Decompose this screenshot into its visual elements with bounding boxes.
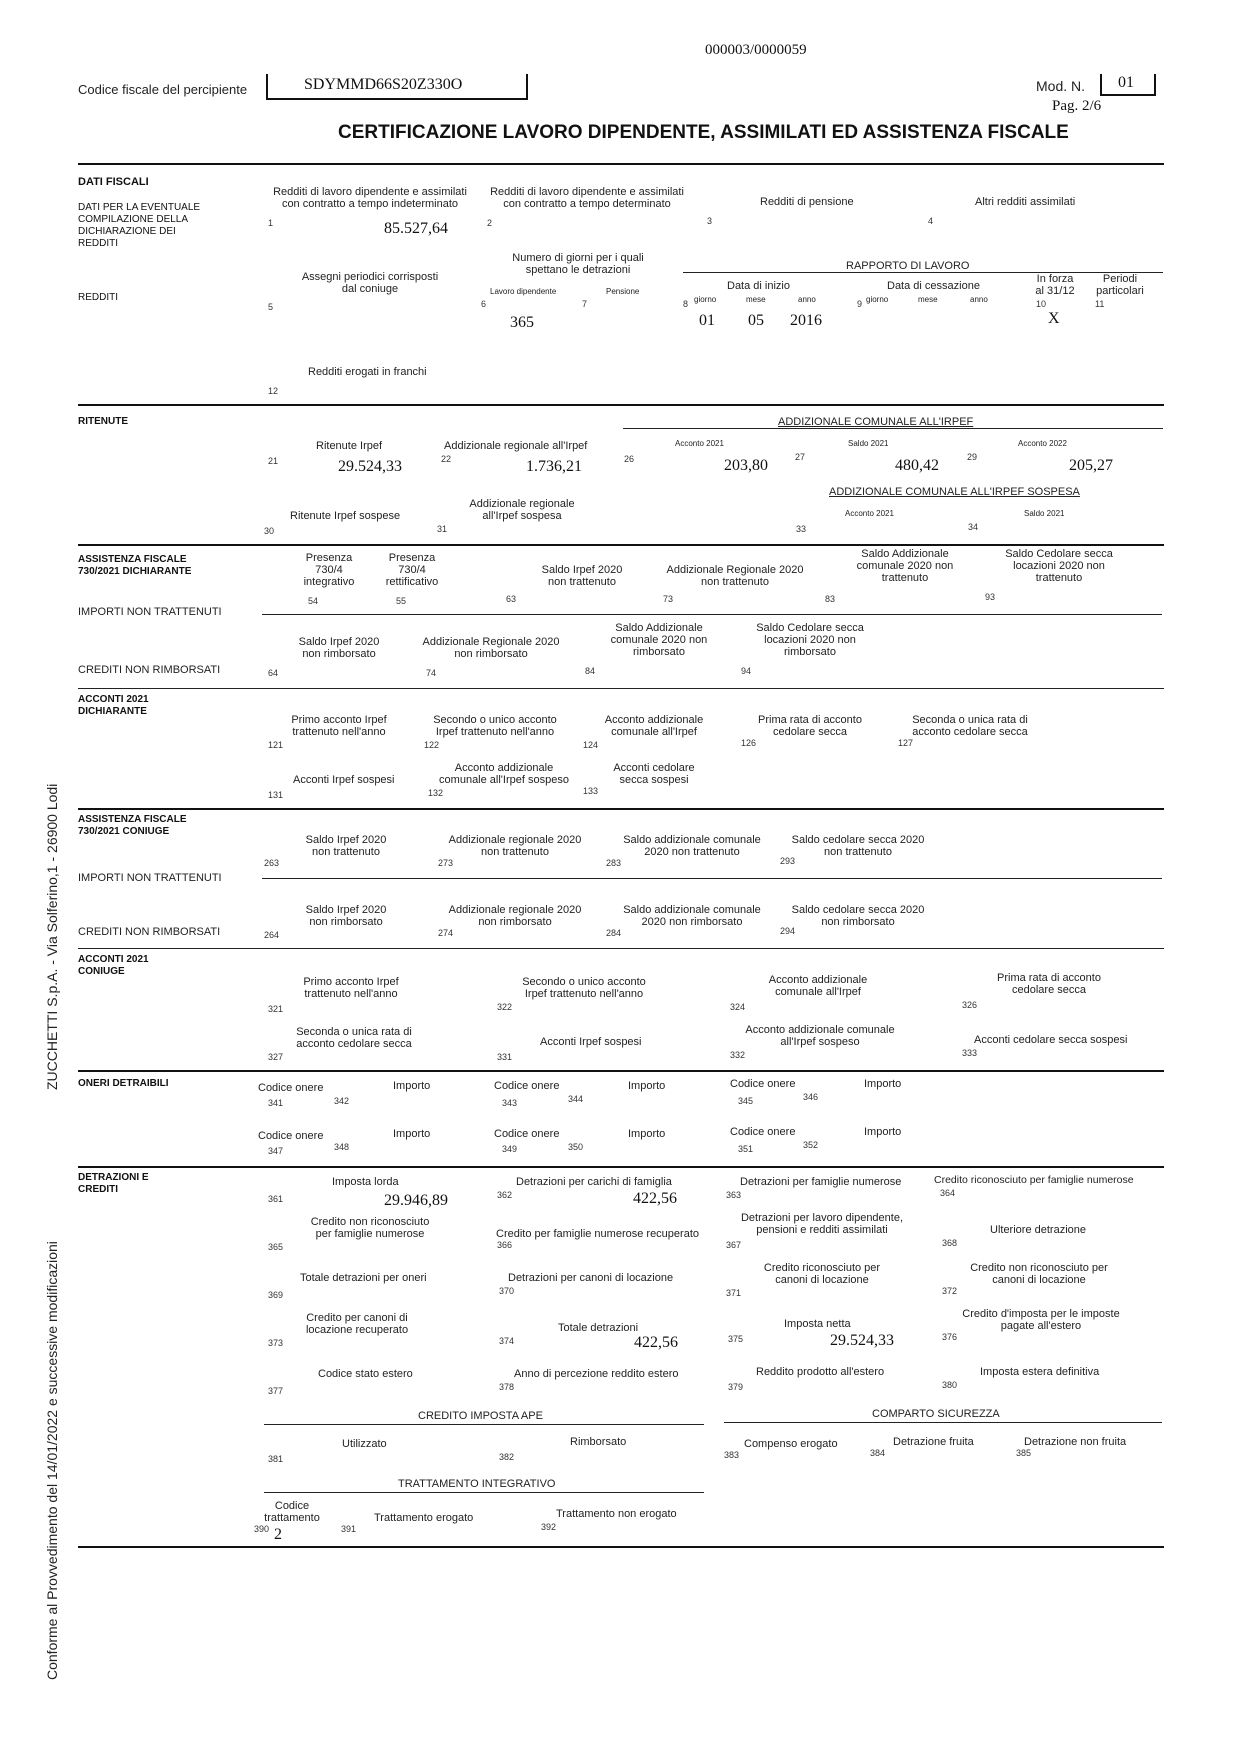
field-284-number: 284 (606, 928, 622, 938)
field-374-number: 374 (499, 1336, 515, 1346)
field-3-number: 3 (707, 216, 713, 226)
field-63-number: 63 (506, 594, 517, 604)
field-293-label: Saldo cedolare secca 2020 non trattenuto (791, 834, 925, 858)
field-369-number: 369 (268, 1290, 284, 1300)
field-372-number: 372 (942, 1286, 958, 1296)
field-391-label: Trattamento erogato (374, 1512, 474, 1524)
field-12-number: 12 (268, 386, 279, 396)
field-12-label: Redditi erogati in franchi (308, 366, 427, 378)
field-367-label: Detrazioni per lavoro dipendente, pensioni e redditi assimilati (740, 1212, 904, 1236)
field-22-value: 1.736,21 (526, 458, 582, 475)
rapporto-title: RAPPORTO DI LAVORO (846, 260, 970, 272)
field-366-label: Credito per famiglie numerose recuperato (496, 1228, 699, 1240)
field-364-label: Credito riconosciuto per famiglie numerose (934, 1174, 1134, 1186)
field-375-number: 375 (728, 1334, 744, 1344)
cf-value: SDYMMD66S20Z330O (304, 76, 463, 93)
field-83-number: 83 (825, 594, 836, 604)
field-331-number: 331 (497, 1052, 513, 1062)
sospesa-saldo-2021: Saldo 2021 (1024, 509, 1065, 518)
field-324-number: 324 (730, 1002, 746, 1012)
field-350-number: 350 (568, 1142, 584, 1152)
field-7-number: 7 (582, 299, 588, 309)
field-63-label: Saldo Irpef 2020 non trattenuto (541, 564, 623, 588)
ape-title: CREDITO IMPOSTA APE (418, 1410, 543, 1422)
field-365-label: Credito non riconosciuto per famiglie numerose (310, 1216, 430, 1240)
field-264-label: Saldo Irpef 2020 non rimborsato (305, 904, 387, 928)
field-263-label: Saldo Irpef 2020 non trattenuto (305, 834, 387, 858)
field-30-label: Ritenute Irpef sospese (290, 510, 401, 522)
section-oneri: ONERI DETRAIBILI (78, 1078, 169, 1089)
field-377-number: 377 (268, 1386, 284, 1396)
oneri-codice-1: Codice onere (258, 1082, 324, 1094)
field-273-label: Addizionale regionale 2020 non trattenuto (448, 834, 582, 858)
field-382-label: Rimborsato (570, 1436, 627, 1448)
importi-non-trattenuti-con: IMPORTI NON TRATTENUTI (78, 872, 222, 884)
field-5-number: 5 (268, 302, 274, 312)
mod-value: 01 (1118, 74, 1134, 91)
field-7-label: Pensione (606, 287, 640, 296)
field-374-value: 422,56 (634, 1334, 678, 1351)
field-321-label: Primo acconto Irpef trattenuto nell'anno (303, 976, 399, 1000)
field-380-number: 380 (942, 1380, 958, 1390)
rule-ape (264, 1424, 704, 1425)
field-274-number: 274 (438, 928, 454, 938)
field-11-number: 11 (1095, 299, 1105, 309)
field-379-number: 379 (728, 1382, 744, 1392)
field-349-number: 349 (502, 1144, 518, 1154)
field-10-label: In forza al 31/12 (1035, 273, 1075, 297)
field-74-number: 74 (426, 668, 437, 678)
field-73-label: Addizionale Regionale 2020 non trattenuto (666, 564, 804, 588)
field-94-number: 94 (741, 666, 752, 676)
field-333-label: Acconti cedolare secca sospesi (974, 1034, 1128, 1046)
field-74-label: Addizionale Regionale 2020 non rimborsato (422, 636, 560, 660)
field-368-label: Ulteriore detrazione (990, 1224, 1086, 1236)
field-326-number: 326 (962, 1000, 978, 1010)
field-294-label: Saldo cedolare secca 2020 non rimborsato (791, 904, 925, 928)
cf-label: Codice fiscale del percipiente (78, 82, 248, 97)
field-3-label: Redditi di pensione (760, 196, 854, 208)
field-121-label: Primo acconto Irpef trattenuto nell'anno (291, 714, 387, 738)
side-note-right: ZUCCHETTI S.p.A. - Via Solferino,1 - 26900 Lodi (44, 783, 60, 1090)
protocol-number: 000003/0000059 (705, 42, 807, 58)
field-93-label: Saldo Cedolare secca locazioni 2020 non trattenuto (1005, 548, 1113, 584)
comunale-sospesa-title: ADDIZIONALE COMUNALE ALL'IRPEF SOSPESA (829, 486, 1080, 498)
field-371-number: 371 (726, 1288, 742, 1298)
field-362-value: 422,56 (633, 1190, 677, 1207)
field-93-number: 93 (985, 592, 996, 602)
cessazione-mese: mese (918, 295, 938, 304)
field-361-label: Imposta lorda (332, 1176, 399, 1188)
field-126-label: Prima rata di acconto cedolare secca (758, 714, 862, 738)
field-327-label: Seconda o unica rata di acconto cedolare secca (296, 1026, 412, 1050)
field-2-label: Redditi di lavoro dipendente e assimilati con contratto a tempo determinato (490, 186, 684, 210)
field-273-number: 273 (438, 858, 454, 868)
field-274-label: Addizionale regionale 2020 non rimborsato (448, 904, 582, 928)
oneri-importo-3: Importo (864, 1078, 902, 1090)
field-390-label: Codice trattamento (264, 1500, 320, 1524)
field-264-number: 264 (264, 930, 280, 940)
field-10-number: 10 (1036, 299, 1047, 309)
oneri-importo-2: Importo (628, 1080, 666, 1092)
field-392-number: 392 (541, 1522, 557, 1532)
field-132-number: 132 (428, 788, 444, 798)
field-371-label: Credito riconosciuto per canoni di locazione (763, 1262, 881, 1286)
field-294-number: 294 (780, 926, 796, 936)
field-343-number: 343 (502, 1098, 518, 1108)
field-2-number: 2 (487, 218, 493, 228)
oneri-codice-6: Codice onere (730, 1126, 796, 1138)
field-373-number: 373 (268, 1338, 284, 1348)
field-381-label: Utilizzato (342, 1438, 387, 1450)
field-34-number: 34 (968, 522, 979, 532)
field-293-number: 293 (780, 856, 796, 866)
sospesa-acconto-2021: Acconto 2021 (845, 509, 894, 518)
field-124-number: 124 (583, 740, 599, 750)
field-369-label: Totale detrazioni per oneri (300, 1272, 427, 1284)
field-384-label: Detrazione fruita (893, 1436, 974, 1448)
field-283-label: Saldo addizionale comunale 2020 non trattenuto (623, 834, 761, 858)
field-366-number: 366 (497, 1240, 513, 1250)
field-8-mese: 05 (748, 312, 764, 329)
document-title: CERTIFICAZIONE LAVORO DIPENDENTE, ASSIMILATI ED ASSISTENZA FISCALE (338, 122, 1069, 143)
field-384-number: 384 (870, 1448, 886, 1458)
sicurezza-title: COMPARTO SICUREZZA (872, 1408, 1000, 1420)
field-29-number: 29 (967, 452, 978, 462)
field-54-number: 54 (308, 596, 319, 606)
field-392-label: Trattamento non erogato (556, 1508, 677, 1520)
field-283-number: 283 (606, 858, 622, 868)
rule-importi-con (262, 878, 1162, 879)
field-344-number: 344 (568, 1094, 584, 1104)
field-345-number: 345 (738, 1096, 754, 1106)
oneri-codice-4: Codice onere (258, 1130, 324, 1142)
section-ritenute: RITENUTE (78, 416, 128, 427)
oneri-importo-6: Importo (864, 1126, 902, 1138)
rule-detrazioni (78, 1166, 1164, 1168)
giorni-label: Numero di giorni per i quali spettano le detrazioni (512, 252, 644, 276)
rule-dati-fiscali (78, 163, 1164, 165)
field-127-label: Seconda o unica rata di acconto cedolare secca (912, 714, 1028, 738)
field-379-label: Reddito prodotto all'estero (756, 1366, 885, 1378)
comunale-rule (623, 428, 1163, 429)
rule-sicurezza (724, 1422, 1162, 1423)
field-26-number: 26 (624, 454, 635, 464)
field-326-label: Prima rata di acconto cedolare secca (997, 972, 1101, 996)
integrativo-title: TRATTAMENTO INTEGRATIVO (398, 1478, 556, 1490)
section-assistenza-dich: ASSISTENZA FISCALE 730/2021 DICHIARANTE (78, 554, 192, 577)
saldo-2021-label: Saldo 2021 (848, 439, 889, 448)
field-133-number: 133 (583, 786, 599, 796)
rule-bottom (78, 1546, 1164, 1548)
section-acconti-con: ACCONTI 2021 CONIUGE (78, 954, 149, 977)
field-390-number: 390 (254, 1524, 270, 1534)
field-324-label: Acconto addizionale comunale all'Irpef (768, 974, 868, 998)
field-133-label: Acconti cedolare secca sospesi (613, 762, 695, 786)
field-131-number: 131 (268, 790, 284, 800)
field-84-label: Saldo Addizionale comunale 2020 non rimborsato (610, 622, 708, 658)
field-365-number: 365 (268, 1242, 284, 1252)
field-9-number: 9 (857, 299, 863, 309)
field-382-number: 382 (499, 1452, 515, 1462)
field-8-number: 8 (683, 299, 689, 309)
field-367-number: 367 (726, 1240, 742, 1250)
field-33-number: 33 (796, 524, 807, 534)
mod-label: Mod. N. (1036, 78, 1086, 94)
field-348-number: 348 (334, 1142, 350, 1152)
field-4-number: 4 (928, 216, 934, 226)
rule-ritenute (78, 404, 1164, 406)
field-30-number: 30 (264, 526, 275, 536)
field-373-label: Credito per canoni di locazione recuperato (305, 1312, 409, 1336)
field-263-number: 263 (264, 858, 280, 868)
field-73-number: 73 (663, 594, 674, 604)
field-375-value: 29.524,33 (830, 1332, 894, 1349)
field-94-label: Saldo Cedolare secca locazioni 2020 non rimborsato (756, 622, 864, 658)
inizio-giorno: giorno (694, 295, 717, 304)
field-55-label: Presenza 730/4 rettificativo (385, 552, 439, 588)
field-364-number: 364 (940, 1188, 956, 1198)
field-6-number: 6 (481, 299, 487, 309)
field-8-giorno: 01 (699, 312, 715, 329)
field-385-number: 385 (1016, 1448, 1032, 1458)
section-dati-fiscali: DATI FISCALI (78, 176, 149, 188)
field-374-label: Totale detrazioni (558, 1322, 639, 1334)
field-361-value: 29.946,89 (384, 1192, 448, 1209)
field-5-label: Assegni periodici corrisposti dal coniuge (301, 271, 439, 295)
rule-oneri (78, 1070, 1164, 1072)
field-6-label: Lavoro dipendente (490, 287, 557, 296)
field-21-label: Ritenute Irpef (316, 440, 383, 452)
field-31-number: 31 (437, 524, 448, 534)
importi-non-trattenuti-dich: IMPORTI NON TRATTENUTI (78, 606, 222, 618)
field-127-number: 127 (898, 738, 914, 748)
field-122-number: 122 (424, 740, 440, 750)
section-detrazioni: DETRAZIONI E CREDITI (78, 1172, 149, 1195)
page-indicator: Pag. 2/6 (1052, 98, 1102, 114)
field-361-number: 361 (268, 1194, 284, 1204)
oneri-codice-5: Codice onere (494, 1128, 560, 1140)
field-21-value: 29.524,33 (338, 458, 402, 475)
field-132-label: Acconto addizionale comunale all'Irpef sospeso (439, 762, 569, 786)
rule-acconti-dich (78, 688, 1164, 689)
field-363-label: Detrazioni per famiglie numerose (740, 1176, 902, 1188)
field-327-number: 327 (268, 1052, 284, 1062)
cessazione-giorno: giorno (866, 295, 889, 304)
field-391-number: 391 (341, 1524, 357, 1534)
acconto-2021-label: Acconto 2021 (675, 439, 724, 448)
field-368-number: 368 (942, 1238, 958, 1248)
comunale-title: ADDIZIONALE COMUNALE ALL'IRPEF (778, 416, 974, 428)
field-124-label: Acconto addizionale comunale all'Irpef (604, 714, 704, 738)
rule-importi-dich (262, 614, 1162, 615)
field-83-label: Saldo Addizionale comunale 2020 non trattenuto (856, 548, 954, 584)
rule-assistenza-dich (78, 544, 1164, 546)
field-284-label: Saldo addizionale comunale 2020 non rimborsato (623, 904, 761, 928)
field-11-label: Periodi particolari (1096, 273, 1144, 297)
side-note-left: Conforme al Provvedimento del 14/01/2022 e successive modificazioni (44, 1241, 60, 1680)
field-381-number: 381 (268, 1454, 284, 1464)
field-27-number: 27 (795, 452, 806, 462)
field-21-number: 21 (268, 456, 279, 466)
field-55-number: 55 (396, 596, 407, 606)
field-4-label: Altri redditi assimilati (975, 196, 1076, 208)
redditi-label: REDDITI (78, 292, 118, 303)
field-1-value: 85.527,64 (384, 220, 448, 237)
field-362-number: 362 (497, 1190, 513, 1200)
field-26-value: 203,80 (724, 457, 768, 474)
cessazione-label: Data di cessazione (887, 280, 980, 292)
field-346-number: 346 (803, 1092, 819, 1102)
section-assistenza-con: ASSISTENZA FISCALE 730/2021 CONIUGE (78, 814, 187, 837)
field-122-label: Secondo o unico acconto Irpef trattenuto nell'anno (433, 714, 557, 738)
inizio-label: Data di inizio (727, 280, 790, 292)
field-8-anno: 2016 (790, 312, 822, 329)
rule-assistenza-con (78, 808, 1164, 810)
field-22-label: Addizionale regionale all'Irpef (444, 440, 588, 452)
field-333-number: 333 (962, 1048, 978, 1058)
field-64-number: 64 (268, 668, 279, 678)
field-121-number: 121 (268, 740, 284, 750)
field-380-label: Imposta estera definitiva (980, 1366, 1100, 1378)
field-383-number: 383 (724, 1450, 740, 1460)
field-6-value: 365 (510, 314, 534, 331)
field-385-label: Detrazione non fruita (1024, 1436, 1127, 1448)
field-363-number: 363 (726, 1190, 742, 1200)
field-1-number: 1 (268, 218, 274, 228)
field-378-label: Anno di percezione reddito estero (514, 1368, 679, 1380)
field-375-label: Imposta netta (784, 1318, 851, 1330)
field-347-number: 347 (268, 1146, 284, 1156)
crediti-non-rimborsati-con: CREDITI NON RIMBORSATI (78, 926, 221, 938)
field-372-label: Credito non riconosciuto per canoni di locazione (970, 1262, 1108, 1286)
field-31-label: Addizionale regionale all'Irpef sospesa (469, 498, 575, 522)
dati-subtitle: DATI PER LA EVENTUALE COMPILAZIONE DELLA DICHIARAZIONE DEI REDDITI (78, 202, 201, 249)
field-376-label: Credito d'imposta per le imposte pagate all'estero (962, 1308, 1120, 1332)
section-acconti-dich: ACCONTI 2021 DICHIARANTE (78, 694, 149, 717)
field-27-value: 480,42 (895, 457, 939, 474)
field-64-label: Saldo Irpef 2020 non rimborsato (298, 636, 380, 660)
field-10-value: X (1048, 310, 1060, 327)
oneri-importo-1: Importo (393, 1080, 431, 1092)
field-370-label: Detrazioni per canoni di locazione (508, 1272, 674, 1284)
field-126-number: 126 (741, 738, 757, 748)
field-377-label: Codice stato estero (318, 1368, 413, 1380)
oneri-importo-5: Importo (628, 1128, 666, 1140)
inizio-anno: anno (798, 295, 816, 304)
field-131-label: Acconti Irpef sospesi (293, 774, 395, 786)
oneri-codice-3: Codice onere (730, 1078, 796, 1090)
field-342-number: 342 (334, 1096, 350, 1106)
field-322-label: Secondo o unico acconto Irpef trattenuto nell'anno (522, 976, 646, 1000)
field-332-number: 332 (730, 1050, 746, 1060)
field-376-number: 376 (942, 1332, 958, 1342)
field-383-label: Compenso erogato (744, 1438, 838, 1450)
field-1-label: Redditi di lavoro dipendente e assimilati con contratto a tempo indeterminato (273, 186, 467, 210)
field-321-number: 321 (268, 1004, 284, 1014)
field-378-number: 378 (499, 1382, 515, 1392)
field-84-number: 84 (585, 666, 596, 676)
field-331-label: Acconti Irpef sospesi (540, 1036, 642, 1048)
oneri-codice-2: Codice onere (494, 1080, 560, 1092)
field-341-number: 341 (268, 1098, 284, 1108)
field-29-value: 205,27 (1069, 457, 1113, 474)
field-351-number: 351 (738, 1144, 754, 1154)
field-370-number: 370 (499, 1286, 515, 1296)
acconto-2022-label: Acconto 2022 (1018, 439, 1067, 448)
field-390-value: 2 (274, 1526, 282, 1543)
field-322-number: 322 (497, 1002, 513, 1012)
field-332-label: Acconto addizionale comunale all'Irpef sospeso (745, 1024, 895, 1048)
oneri-importo-4: Importo (393, 1128, 431, 1140)
field-362-label: Detrazioni per carichi di famiglia (516, 1176, 672, 1188)
inizio-mese: mese (746, 295, 766, 304)
field-22-number: 22 (441, 454, 452, 464)
rule-acconti-con (78, 948, 1164, 949)
crediti-non-rimborsati-dich: CREDITI NON RIMBORSATI (78, 664, 221, 676)
cessazione-anno: anno (970, 295, 988, 304)
rule-integrativo (264, 1492, 704, 1493)
field-54-label: Presenza 730/4 integrativo (303, 552, 355, 588)
field-352-number: 352 (803, 1140, 819, 1150)
